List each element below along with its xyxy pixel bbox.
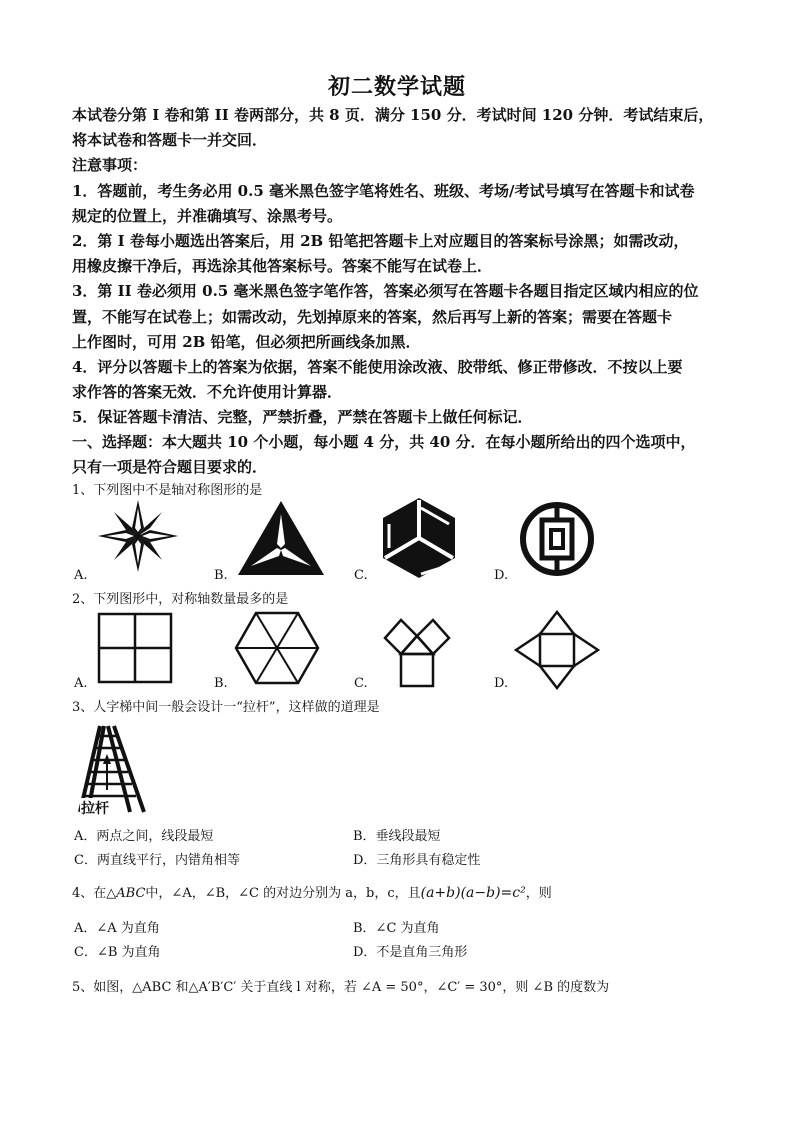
q4-triangle: △ABC — [106, 886, 146, 901]
section-1-heading-b: 只有一项是符合题目要求的． — [72, 458, 268, 476]
q3-ladder-label: 拉杆 — [80, 798, 110, 818]
q2-figure-b-hexagon — [234, 610, 320, 686]
notice-2a: 2．第 I 卷每小题选出答案后，用 2B 铅笔把答题卡上对应题目的答案标号涂黑；如需改动， — [72, 232, 689, 250]
notice-4a: 4．评分以答题卡上的答案为依据，答案不能使用涂改液、胶带纸、修正带修改．不按以上要 — [72, 358, 683, 376]
intro-line-2: 将本试卷和答题卡一并交回． — [72, 131, 268, 149]
q1-label-d: D. — [494, 568, 509, 583]
notice-3a: 3．第 II 卷必须用 0.5 毫米黑色签字笔作答，答案必须写在答题卡各题目指定区域内相应的位 — [72, 282, 699, 300]
q3-option-a: A．两点之间，线段最短 — [74, 829, 214, 844]
q2-label-c: C. — [354, 676, 368, 691]
notice-5: 5．保证答题卡清洁、完整，严禁折叠，严禁在答题卡上做任何标记． — [72, 408, 533, 426]
q2-label-a: A. — [74, 676, 88, 691]
q4-stem-end: ，则 — [525, 886, 552, 901]
q4-option-b: B．∠C 为直角 — [353, 921, 440, 936]
section-1-heading-a: 一、选择题：本大题共 10 个小题，每小题 4 分，共 40 分．在每小题所给出的四个选项中， — [72, 433, 696, 451]
q1-figure-c-hexagon — [377, 496, 461, 580]
notice-3c: 上作图时，可用 2B 铅笔，但必须把所画线条加黑． — [72, 333, 421, 351]
q4-stem-prefix: 4、在 — [72, 886, 107, 901]
page-title: 初二数学试题 — [327, 74, 466, 100]
notice-2b: 用橡皮擦干净后，再选涂其他答案标号。答案不能写在试卷上． — [72, 257, 493, 275]
q1-label-c: C. — [354, 568, 368, 583]
notice-4b: 求作答的答案无效．不允许使用计算器． — [72, 383, 343, 401]
q3-stem: 3、人字梯中间一般会设计一“拉杆”，这样做的道理是 — [72, 700, 380, 715]
q2-label-b: B. — [214, 676, 228, 691]
notice-3b: 置，不能写在试卷上；如需改动，先划掉原来的答案，然后再写上新的答案；需要在答题卡 — [72, 308, 673, 326]
q2-stem: 2、下列图形中，对称轴数量最多的是 — [72, 592, 289, 607]
q4-option-a: A．∠A 为直角 — [74, 921, 160, 936]
notice-1b: 规定的位置上，并准确填写、涂黑考号。 — [72, 207, 343, 225]
q4-stem-middle: 中，∠A，∠B，∠C 的对边分别为 a，b，c，且 — [145, 886, 421, 901]
q2-figure-d-star-square — [514, 610, 600, 690]
q1-label-a: A. — [74, 568, 88, 583]
q2-figure-c-pythagoras — [371, 608, 465, 688]
q4-option-d: D．不是直角三角形 — [353, 945, 468, 960]
q3-option-c: C．两直线平行，内错角相等 — [74, 853, 240, 868]
q1-figure-d-coin — [518, 500, 596, 578]
q4-equation: (a+b)(a−b)=c² — [420, 885, 526, 901]
q1-label-b: B. — [214, 568, 228, 583]
q4-stem — [72, 883, 552, 904]
q4-option-c: C．∠B 为直角 — [74, 945, 161, 960]
notice-1a: 1．答题前，考生务必用 0.5 毫米黑色签字笔将姓名、班级、考场/考试号填写在答题卡和试卷 — [72, 182, 695, 200]
q2-label-d: D. — [494, 676, 509, 691]
q1-figure-b-triangle — [235, 498, 327, 578]
q2-figure-a-four-squares — [97, 612, 173, 684]
notice-heading: 注意事项： — [72, 156, 148, 174]
intro-line-1: 本试卷分第 I 卷和第 II 卷两部分，共 8 页．满分 150 分．考试时间 120 分钟．考试结束后， — [72, 106, 714, 124]
q1-figure-a-compass-star — [92, 498, 184, 574]
q3-option-b: B．垂线段最短 — [353, 829, 441, 844]
q3-option-d: D．三角形具有稳定性 — [353, 853, 481, 868]
q5-stem: 5、如图，△ABC 和△A′B′C′ 关于直线 l 对称，若 ∠A = 50°，∠C′ = 30°，则 ∠B 的度数为 — [72, 980, 610, 995]
q1-stem: 1、下列图中不是轴对称图形的是 — [72, 483, 263, 498]
